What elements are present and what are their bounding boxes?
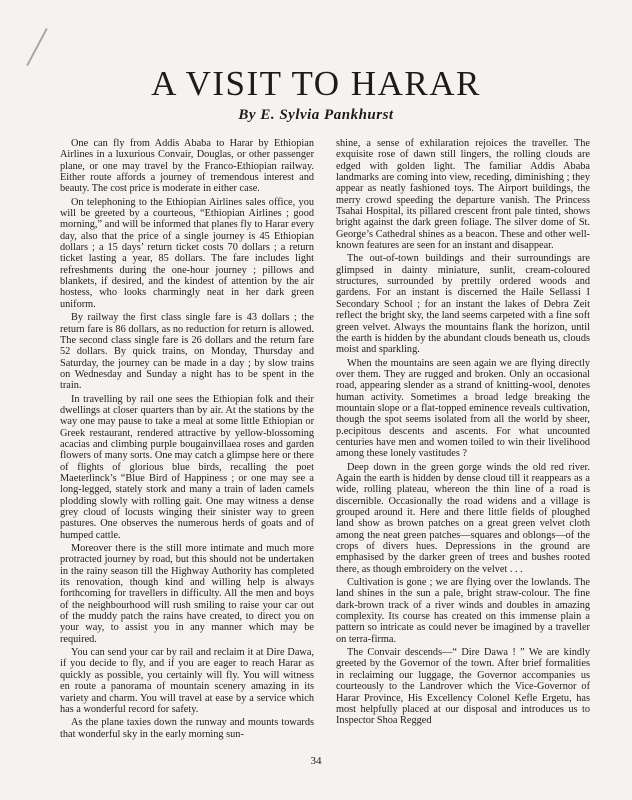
article-title: A VISIT TO HARAR bbox=[151, 64, 481, 103]
byline bbox=[0, 106, 632, 124]
paragraph: In travelling by rail one sees the Ethiopian folk and their dwellings at closer quarters than by air. At the stations by the way one may pause to take a meal at some little Ethiopian or Greek restaurant, rendered attractive by yellow-blossoming acacias and climbing purple bougainvillaea roses and garden flowers of many sorts. One may catch a glimpse here or there of flights of glorious blue birds, recalling the poet Maeterlinck’s “Blue Bird of Happiness ; or one may see a long-legged, stately stork and many a train of laden camels plodding slowly with rolling gait. One may witness a dense grey cloud of locusts winging their sinister way to green pastures. One observes the numerous herds of goats and of humped cattle. bbox=[60, 393, 314, 541]
left-column bbox=[60, 138, 314, 742]
paragraph: You can send your car by rail and reclaim it at Dire Dawa, if you decide to fly, and if you are eager to reach Harar as quickly as possible, you certainly will fly. You will witness en route a panorama of mountain scenery amazing in its variety and charm. You will travel at ease by a service which has a wonderful record for safety. bbox=[60, 647, 314, 715]
page-number: 34 bbox=[310, 755, 322, 767]
paragraph: When the mountains are seen again we are flying directly over them. They are rugged and broken. Only an occasional road, appearing slender as a strand of knitting-wool, denotes human activity. Sometimes a broad ledge breaking the mountain slope or a flat-topped eminence reveals cultivation, though the spot seems isolated from all the world by sheer, p.ecipitous descents and ascents. For what uncounted centuries have men and women toiled to win their livelihood among these lonely vastitudes ? bbox=[336, 357, 590, 460]
paragraph: Cultivation is gone ; we are flying over the lowlands. The land shines in the sun a pale, bright straw-colour. The fine dark-brown track of a river winds and doubles in amazing complexity. Its course has created on this immense plain a pattern so intricate as could never be imagined by a traveller on terra-firma. bbox=[336, 577, 590, 645]
pencil-mark bbox=[26, 28, 47, 66]
paragraph: The out-of-town buildings and their surroundings are glimpsed in dainty miniature, sunlit, cream-coloured structures, surrounded by prettily ordered woods and gardens. For an instant is discerned the Haile Sellassi I Secondary School ; for an instant the lakes of Debra Zeit reflect the bright sky, the land seems carpeted with a fine soft green velvet. Always the mountains flank the horizon, until the earth is hidden by the abundant clouds beneath us, clouds moist and sparkling. bbox=[336, 253, 590, 356]
paragraph: One can fly from Addis Ababa to Harar by Ethiopian Airlines in a luxurious Convair, Douglas, or other passenger plane, or one may travel by the Franco-Ethiopian railway. Either route affords a journey of tremendous interest and beauty. The cost price is moderate in either case. bbox=[60, 138, 314, 195]
right-column bbox=[336, 138, 590, 729]
paragraph: On telephoning to the Ethiopian Airlines sales office, you will be greeted by a courteous, “Ethiopian Airlines ; good morning,” and will be informed that planes fly to Harar every day, also that the price of a single journey is 45 Ethiopian dollars ; a 15 days’ return ticket costs 70 dollars ; a return ticket lasting a year, 85 dollars. The fare includes light refreshments during the one-hour journey ; pillows and blankets, if desired, and the kindest of attention by the air hostess, who looks charmingly neat in her dark green uniform. bbox=[60, 196, 314, 310]
paragraph: By railway the first class single fare is 43 dollars ; the return fare is 86 dollars, as no reduction for return is allowed. The second class single fare is 26 dollars and the return fare 52 dollars. By quick trains, on Monday, Thursday and Saturday, the journey can be made in a day ; by slow trains on Wednesday and Sunday a night has to be spent in the train. bbox=[60, 312, 314, 392]
paragraph: Moreover there is the still more intimate and much more protracted journey by road, but this should not be undertaken in the rainy season till the Highway Authority has completed its renovation, though kind and willing help is always forthcoming for travellers in difficulty. All the men and boys of the neighbourhood will rush smiling to raise your car out of the muddy patch the rains have created, to direct you on your way, to assist you in any manner which may be required. bbox=[60, 543, 314, 645]
byline-author: E. Sylvia Pankhurst bbox=[260, 107, 394, 123]
paragraph: shine, a sense of exhilaration rejoices the traveller. The exquisite rose of dawn still lingers, the rolling clouds are edged with golden light. The familiar Addis Ababa landmarks are coming into view, receding, diminishing ; they appear as neatly fashioned toys. The Airport buildings, the merry crowd speeding the departure vanish. The Princess Tsahai Hospital, its pillared crescent front pale tinted, shows bright against the dark green foliage. The silver dome of St. George’s Cathedral shines as a beacon. These and other well-known features are seen for an instant and disappear. bbox=[336, 138, 590, 252]
paragraph: The Convair descends—“ Dire Dawa ! ” We are kindly greeted by the Governor of the town. After brief formalities in reclaiming our luggage, the Governor accompanies us courteously to the Landrover which the Vice-Governor of Harar Province, His Excellency Colonel Kefle Ergetu, has most helpfully placed at our disposal and introduces us to Inspector Shoa Regged bbox=[336, 647, 590, 727]
byline-prefix: By bbox=[238, 107, 257, 123]
paragraph: Deep down in the green gorge winds the old red river. Again the earth is hidden by dense cloud till it reappears as a wide, rolling plateau, whereon the thin line of a road is discernible. Occasionally the road widens and a village is grouped around it. Here and there little fields of ploughed land show as brown patches on a great green velvet cloth among the neat green patches—squares and oblongs—of the crops of divers hues. Depressions in the ground are emphasised by the darker green of trees and bushes rooted there, as though embroidery on the velvet . . . bbox=[336, 461, 590, 575]
paragraph: As the plane taxies down the runway and mounts towards that wonderful sky in the early morning sun- bbox=[60, 717, 314, 740]
